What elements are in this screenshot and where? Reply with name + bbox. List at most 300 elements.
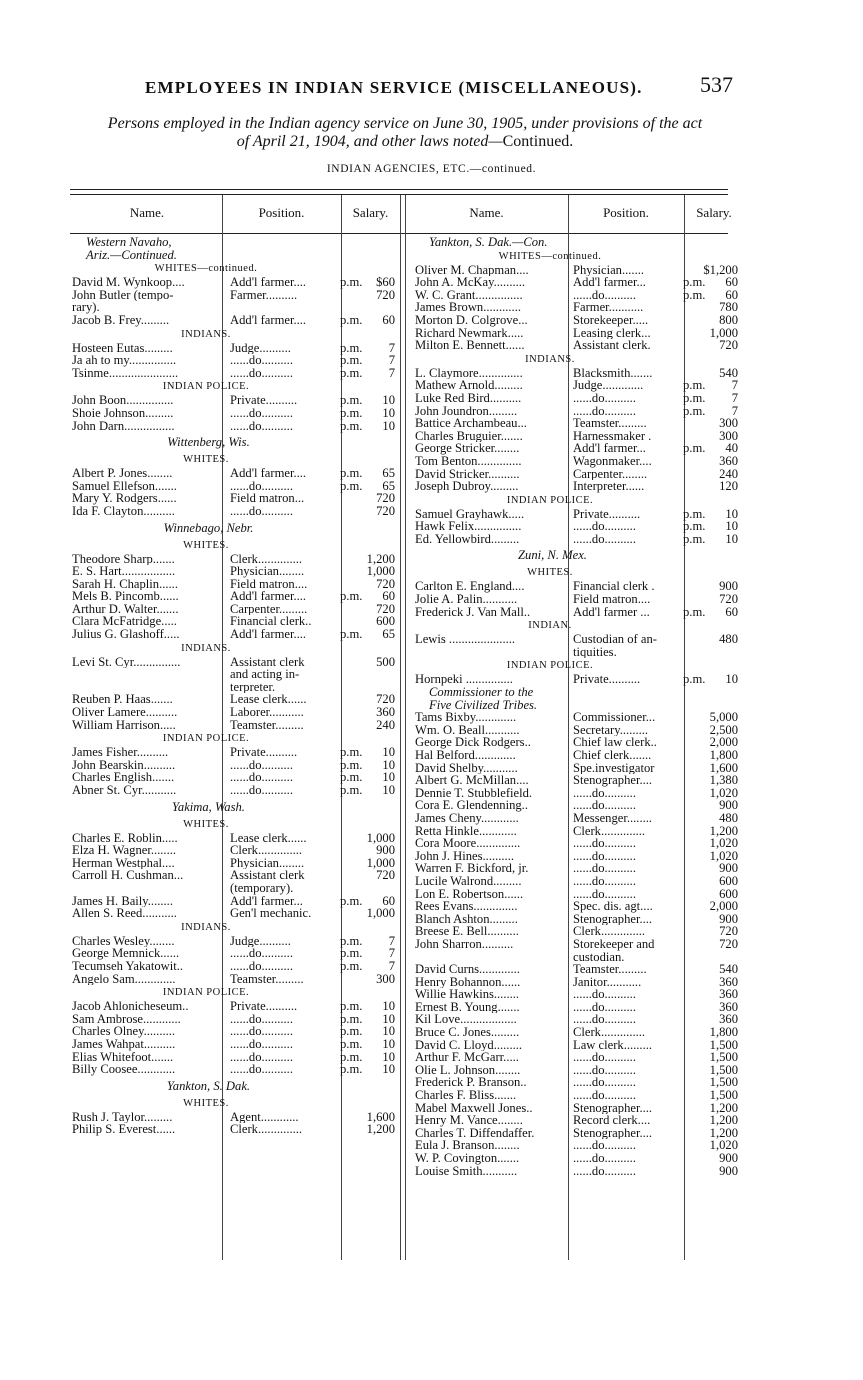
employee-position: Private.......... xyxy=(573,507,641,521)
salary-amount: 7 xyxy=(731,390,738,405)
location-heading: Winnebago, Nebr. xyxy=(163,520,254,535)
employee-salary xyxy=(340,1000,395,1013)
table-row xyxy=(72,895,400,908)
employee-name xyxy=(72,882,230,895)
employee-name: Albert P. Jones........ xyxy=(72,467,173,480)
salary-amount: 720 xyxy=(719,338,738,353)
employee-name: Warren F. Bickford, jr. xyxy=(415,862,529,875)
salary-amount: 720 xyxy=(376,576,395,591)
employee-position: Teamster......... xyxy=(573,417,647,430)
employee-name: Oliver Lamere.......... xyxy=(72,706,178,719)
employee-position: Stenographer.... xyxy=(573,1101,653,1115)
employee-salary xyxy=(340,276,395,289)
employee-name: Blanch Ashton......... xyxy=(415,912,518,926)
left-column xyxy=(72,236,400,1136)
employee-position: Assistant clerk xyxy=(230,655,305,669)
salary-unit: p.m. xyxy=(340,1049,363,1064)
salary-amount: 2,000 xyxy=(709,899,738,914)
salary-amount: 1,500 xyxy=(709,1050,738,1065)
employee-position: ......do.......... xyxy=(230,406,293,420)
salary-amount: 900 xyxy=(719,798,738,813)
employee-name: Lewis ..................... xyxy=(415,633,516,646)
employee-salary xyxy=(683,875,738,888)
table-row xyxy=(415,774,745,787)
page-title: EMPLOYEES IN INDIAN SERVICE (MISCELLANEOUS). xyxy=(145,78,643,97)
salary-amount: 60 xyxy=(382,589,395,604)
employee-position: Record clerk.... xyxy=(573,1114,651,1127)
employee-position: ......do.......... xyxy=(573,862,636,875)
employee-position: Clerk.............. xyxy=(573,925,646,938)
employee-name: Mathew Arnold......... xyxy=(415,379,523,392)
employee-salary xyxy=(340,869,395,882)
employee-salary xyxy=(683,646,738,659)
table-row xyxy=(415,925,745,938)
employee-position: Laborer........... xyxy=(230,706,304,719)
employee-name: Billy Coosee............ xyxy=(72,1063,176,1076)
salary-unit: p.m. xyxy=(340,405,363,420)
salary-amount: 900 xyxy=(719,911,738,926)
employee-name: Clara McFatridge..... xyxy=(72,615,177,629)
employee-position: custodian. xyxy=(573,950,625,964)
table-row xyxy=(72,706,400,719)
employee-name: Joseph Dubroy......... xyxy=(415,480,519,493)
employee-salary xyxy=(340,882,395,895)
salary-amount: 240 xyxy=(376,717,395,732)
table-row xyxy=(415,837,745,850)
top-rule xyxy=(70,189,728,190)
salary-amount: 1,800 xyxy=(709,748,738,762)
salary-amount: 7 xyxy=(388,365,395,380)
employee-position: Leasing clerk... xyxy=(573,326,651,340)
employee-position: Clerk.............. xyxy=(230,1123,303,1136)
employee-position: Private.......... xyxy=(230,746,298,759)
table-row xyxy=(415,762,745,775)
salary-amount: 480 xyxy=(719,810,738,825)
employee-salary xyxy=(683,812,738,825)
employee-name: Tom Benton.............. xyxy=(415,454,522,468)
salary-amount: 1,020 xyxy=(709,836,738,851)
salary-amount: 10 xyxy=(382,745,395,760)
employee-name: Henry M. Vance........ xyxy=(415,1114,523,1127)
employee-salary xyxy=(340,590,395,603)
table-row xyxy=(72,857,400,870)
col-header-position-right: Position. xyxy=(603,205,649,220)
section-subheading: INDIAN AGENCIES, ETC.—continued. xyxy=(326,163,537,175)
salary-amount: 65 xyxy=(382,466,395,481)
employee-position: ......do.......... xyxy=(573,837,636,850)
employee-position: tiquities. xyxy=(573,645,617,659)
salary-amount: 7 xyxy=(731,378,738,393)
employee-name: Willie Hawkins........ xyxy=(415,988,520,1001)
salary-amount: 720 xyxy=(376,503,395,518)
salary-amount: 7 xyxy=(388,946,395,961)
location-heading: Yankton, S. Dak. xyxy=(166,1078,251,1093)
employee-name: Olie L. Johnson........ xyxy=(415,1063,521,1077)
salary-amount: 1,500 xyxy=(709,1075,738,1090)
employee-position: ......do.......... xyxy=(573,520,636,533)
employee-position: ......do.......... xyxy=(230,504,293,518)
table-row xyxy=(72,844,400,857)
location-heading: Five Civilized Tribes. xyxy=(429,697,538,712)
table-row xyxy=(415,392,745,405)
employee-name: Sarah H. Chaplin...... xyxy=(72,577,178,591)
employee-salary xyxy=(683,1051,738,1064)
salary-unit: p.m. xyxy=(683,403,706,418)
employee-name: Shoie Johnson......... xyxy=(72,406,174,420)
employee-position: ......do.......... xyxy=(573,1051,636,1064)
table-row xyxy=(415,468,745,481)
employee-position: Add'l farmer.... xyxy=(230,313,307,327)
employee-position: Add'l farmer.... xyxy=(230,467,307,480)
employee-position: ......do.......... xyxy=(573,1152,636,1165)
section-label: WHITES. xyxy=(183,818,229,830)
employee-position: ......do.......... xyxy=(573,988,636,1001)
employee-position: Assistant clerk. xyxy=(573,339,651,352)
table-row xyxy=(415,938,745,951)
employee-name: Levi St. Cyr............... xyxy=(72,655,181,669)
employee-name: John A. McKay.......... xyxy=(415,276,526,289)
table-row xyxy=(72,467,400,480)
employee-position: Messenger........ xyxy=(573,811,653,825)
employee-position: Commissioner... xyxy=(573,711,656,724)
table-row xyxy=(415,520,745,533)
employee-name: Charles F. Bliss....... xyxy=(415,1089,517,1102)
employee-name: Cora E. Glendenning.. xyxy=(415,799,528,812)
employee-position: ......do.......... xyxy=(573,391,636,405)
employee-position: ......do.......... xyxy=(573,288,636,302)
salary-amount: 240 xyxy=(719,466,738,481)
salary-amount: 10 xyxy=(382,757,395,772)
table-row xyxy=(415,736,745,749)
employee-name: Wm. O. Beall........... xyxy=(415,723,520,737)
table-row xyxy=(72,784,400,797)
employee-name: John Sharron.......... xyxy=(415,937,514,951)
table-row xyxy=(415,327,745,340)
salary-amount: 10 xyxy=(725,506,738,521)
salary-amount: 720 xyxy=(719,924,738,939)
table-row xyxy=(415,606,745,619)
table-row xyxy=(415,976,745,989)
table-row xyxy=(415,812,745,825)
employee-name: Oliver M. Chapman.... xyxy=(415,263,529,277)
employee-name: Jacob Ahlonicheseum.. xyxy=(72,1000,189,1013)
salary-amount: 720 xyxy=(719,936,738,951)
employee-position: Stenographer.... xyxy=(573,912,653,926)
employee-salary xyxy=(683,673,738,686)
salary-unit: p.m. xyxy=(340,958,363,973)
salary-amount: 1,500 xyxy=(709,1062,738,1077)
employee-name: Philip S. Everest...... xyxy=(72,1123,176,1136)
employee-name: Elias Whitefoot....... xyxy=(72,1050,174,1064)
table-row xyxy=(72,367,400,380)
salary-amount: 1,000 xyxy=(709,325,738,340)
col-header-name: Name. xyxy=(129,205,165,220)
salary-unit: p.m. xyxy=(683,604,706,619)
employee-position: Physician........ xyxy=(230,565,305,578)
employee-name: David Shelby........... xyxy=(415,761,518,775)
employee-name xyxy=(415,646,573,659)
header-rule xyxy=(70,233,728,234)
table-row xyxy=(72,289,400,302)
salary-unit: p.m. xyxy=(340,312,363,327)
intro-paragraph xyxy=(60,115,750,151)
employee-name: Tsinme...................... xyxy=(72,366,179,380)
table-row xyxy=(415,724,745,737)
employee-position: Law clerk......... xyxy=(573,1038,653,1052)
employee-position: ......do.......... xyxy=(230,1012,293,1026)
right-column xyxy=(415,236,745,1177)
salary-amount: 900 xyxy=(376,843,395,858)
employee-name: Ida F. Clayton.......... xyxy=(72,504,175,518)
salary-amount: $60 xyxy=(376,275,395,290)
employee-salary xyxy=(340,746,395,759)
salary-amount: 1,200 xyxy=(709,1100,738,1115)
salary-unit: p.m. xyxy=(340,627,363,642)
location-heading: Yankton, S. Dak.—Con. xyxy=(429,235,548,249)
employee-position: ......do.......... xyxy=(573,1013,636,1027)
employee-position: Agent............ xyxy=(230,1110,299,1124)
employee-position: Secretary......... xyxy=(573,723,649,737)
employee-position: and acting in- xyxy=(230,668,300,681)
salary-amount: 360 xyxy=(719,974,738,989)
employee-position: Add'l farmer.... xyxy=(230,590,307,603)
employee-position: ......do.......... xyxy=(230,959,293,973)
salary-amount: 7 xyxy=(388,340,395,355)
employee-name: rary). xyxy=(72,301,100,314)
table-row xyxy=(415,1102,745,1115)
col-header-name-right: Name. xyxy=(469,205,504,220)
salary-unit: p.m. xyxy=(683,531,706,546)
employee-salary xyxy=(683,480,738,493)
salary-unit: p.m. xyxy=(340,893,363,908)
location-heading: Wittenberg, Wis. xyxy=(167,435,250,450)
table-row xyxy=(415,455,745,468)
table-row xyxy=(72,628,400,641)
salary-unit: p.m. xyxy=(340,783,363,797)
employee-salary xyxy=(683,1026,738,1039)
employee-name: Louise Smith........... xyxy=(415,1164,518,1178)
employee-salary xyxy=(683,392,738,405)
salary-amount: 1,600 xyxy=(709,760,738,775)
employee-position: Financial clerk . xyxy=(573,580,655,594)
location-heading: Ariz.—Continued. xyxy=(86,247,177,262)
employee-name: Tams Bixby............. xyxy=(415,711,517,724)
employee-position: Add'l farmer... xyxy=(573,442,646,455)
salary-unit: p.m. xyxy=(340,418,363,433)
employee-salary xyxy=(683,339,738,352)
salary-amount: 900 xyxy=(719,1163,738,1178)
employee-salary xyxy=(683,749,738,762)
employee-position: Assistant clerk xyxy=(230,869,305,882)
intro-line-1: Persons employed in the Indian agency service on June 30, 1905, under provisions of the act xyxy=(107,115,703,132)
salary-amount: 500 xyxy=(376,654,395,669)
employee-position: Judge.......... xyxy=(230,341,291,355)
table-row xyxy=(415,405,745,418)
location-heading: Zuni, N. Mex. xyxy=(518,548,587,563)
section-label: WHITES. xyxy=(527,567,573,579)
employee-name: John J. Hines.......... xyxy=(415,849,515,863)
employee-position: ......do.......... xyxy=(573,786,636,800)
table-row xyxy=(72,973,400,986)
employee-salary xyxy=(683,533,738,546)
employee-name: James Wahpat.......... xyxy=(72,1037,176,1051)
employee-name: Sam Ambrose............ xyxy=(72,1012,181,1026)
employee-salary xyxy=(340,719,395,732)
table-row xyxy=(72,553,400,566)
table-row xyxy=(72,505,400,518)
employee-name: Carroll H. Cushman... xyxy=(72,869,184,882)
table-row xyxy=(415,580,745,593)
employee-position: ......do.......... xyxy=(230,1050,293,1064)
employee-position: Add'l farmer.... xyxy=(230,276,307,289)
table-row xyxy=(72,907,400,920)
employee-salary xyxy=(340,367,395,380)
employee-position: ......do.......... xyxy=(573,849,636,863)
employee-position: Financial clerk.. xyxy=(230,615,312,629)
employee-salary xyxy=(340,628,395,641)
salary-amount: 5,000 xyxy=(709,710,738,725)
salary-unit: p.m. xyxy=(340,466,363,481)
employee-position: Clerk.............. xyxy=(573,824,646,838)
salary-amount: 7 xyxy=(388,353,395,368)
employee-name: Hornpeki ............... xyxy=(415,673,513,687)
salary-amount: 360 xyxy=(719,453,738,468)
employee-name: Mabel Maxwell Jones.. xyxy=(415,1101,533,1115)
employee-name: Battice Archambeau... xyxy=(415,417,527,430)
employee-position: ......do.......... xyxy=(230,1025,293,1038)
table-row xyxy=(72,420,400,433)
employee-position: Clerk.............. xyxy=(230,552,303,566)
employee-name: E. S. Hart................. xyxy=(72,565,176,578)
salary-amount: 1,000 xyxy=(366,830,395,845)
employee-name: Eula J. Branson........ xyxy=(415,1139,520,1152)
employee-position: ......do.......... xyxy=(573,874,636,888)
table-row xyxy=(415,1114,745,1127)
location-heading: Yakima, Wash. xyxy=(172,799,245,814)
employee-position: Add'l farmer... xyxy=(573,276,646,289)
employee-name: Mary Y. Rodgers...... xyxy=(72,492,177,505)
employee-name: Arthur F. McGarr..... xyxy=(415,1051,519,1064)
employee-position: ......do.......... xyxy=(230,947,293,960)
section-label: INDIANS. xyxy=(181,328,231,340)
employee-salary xyxy=(683,711,738,724)
employee-position: Teamster......... xyxy=(230,718,304,732)
salary-unit: p.m. xyxy=(683,506,706,521)
employee-position: Clerk.............. xyxy=(230,844,303,857)
employee-name: Abner St. Cyr........... xyxy=(72,784,177,797)
table-row xyxy=(415,1127,745,1140)
employee-salary xyxy=(683,633,738,646)
salary-amount: 10 xyxy=(382,999,395,1014)
employee-position: Physician....... xyxy=(573,263,645,277)
salary-amount: 10 xyxy=(725,531,738,546)
salary-unit: p.m. xyxy=(340,1062,363,1077)
salary-amount: 65 xyxy=(382,627,395,642)
salary-amount: 900 xyxy=(719,579,738,594)
employee-name: Bruce C. Jones......... xyxy=(415,1026,520,1039)
employee-name: George Dick Rodgers.. xyxy=(415,736,531,749)
table-row xyxy=(415,301,745,314)
employee-position: ......do.......... xyxy=(230,479,293,493)
employee-name: John Joundron......... xyxy=(415,404,518,418)
employee-position: Janitor........... xyxy=(573,975,642,989)
salary-amount: 1,380 xyxy=(709,773,738,788)
table-row xyxy=(415,417,745,430)
employee-salary xyxy=(683,276,738,289)
employee-name: Albert G. McMillan.... xyxy=(415,774,529,787)
employee-position: Add'l farmer... xyxy=(230,894,303,908)
table-row xyxy=(415,1152,745,1165)
employee-position: Physician........ xyxy=(230,856,305,870)
employee-position: ......do.......... xyxy=(230,758,293,772)
salary-unit: p.m. xyxy=(683,441,706,456)
employee-name: William Harrison..... xyxy=(72,718,176,732)
col-header-salary: Salary. xyxy=(352,205,389,220)
table-row xyxy=(415,1001,745,1014)
table-row xyxy=(72,276,400,289)
salary-amount: 720 xyxy=(376,601,395,616)
employee-name: Arthur D. Walter....... xyxy=(72,602,179,616)
location-heading: Western Navaho, xyxy=(86,235,172,249)
employee-position: Add'l farmer ... xyxy=(573,605,650,619)
table-row xyxy=(415,339,745,352)
table-row xyxy=(415,1064,745,1077)
salary-amount: 40 xyxy=(725,441,738,456)
employee-name: Lon E. Robertson...... xyxy=(415,887,524,901)
employee-position: Storekeeper..... xyxy=(573,313,649,327)
employee-salary xyxy=(683,593,738,606)
table-row xyxy=(72,1123,400,1136)
employee-position: Field matron... xyxy=(230,492,305,505)
salary-amount: 1,020 xyxy=(709,848,738,863)
employee-name: David C. Lloyd......... xyxy=(415,1038,523,1052)
table-row xyxy=(415,276,745,289)
employee-position: Farmer.......... xyxy=(230,288,298,302)
employee-position: Spec. dis. agt.... xyxy=(573,900,653,913)
employee-position: Carpenter......... xyxy=(230,602,308,616)
table-row xyxy=(72,1000,400,1013)
salary-amount: 1,000 xyxy=(366,564,395,579)
employee-position: ......do.......... xyxy=(573,532,636,546)
salary-amount: 1,000 xyxy=(366,855,395,870)
employee-name: Luke Red Bird.......... xyxy=(415,391,522,405)
salary-amount: 1,020 xyxy=(709,1138,738,1153)
table-row xyxy=(415,646,745,659)
employee-salary xyxy=(683,455,738,468)
employee-name xyxy=(72,668,230,681)
table-row xyxy=(415,289,745,302)
table-row xyxy=(72,1111,400,1124)
salary-amount: 1,200 xyxy=(709,1113,738,1128)
employee-salary xyxy=(340,1038,395,1051)
employee-salary xyxy=(683,520,738,533)
employee-position: Wagonmaker.... xyxy=(573,454,652,468)
salary-unit: p.m. xyxy=(683,672,706,687)
employee-name: John Butler (tempo- xyxy=(72,288,174,302)
salary-unit: p.m. xyxy=(340,340,363,355)
salary-amount: 300 xyxy=(719,416,738,431)
employee-position: ......do.......... xyxy=(573,1089,636,1102)
employee-name: Charles E. Roblin..... xyxy=(72,831,178,845)
table-row xyxy=(415,963,745,976)
section-label: INDIANS. xyxy=(525,353,575,365)
table-row xyxy=(72,832,400,845)
employee-position: Stenographer.... xyxy=(573,774,653,787)
employee-position: ......do.......... xyxy=(573,799,636,812)
table-row xyxy=(415,749,745,762)
employee-position: Private.......... xyxy=(230,1000,298,1013)
salary-unit: p.m. xyxy=(340,353,363,368)
